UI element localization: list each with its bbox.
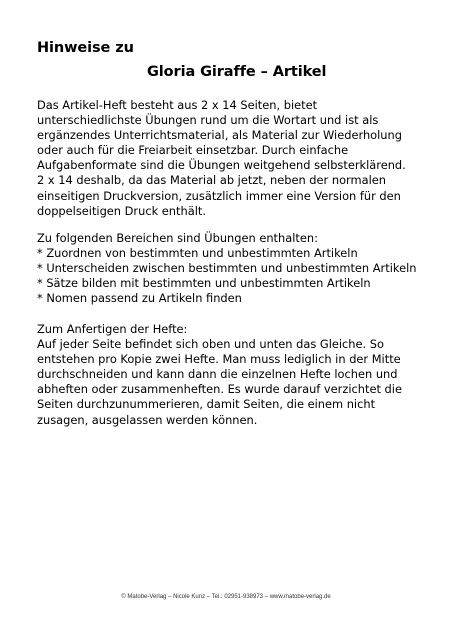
- text-line: unterschiedlichste Übungen rund um die Wortart und ist als: [37, 113, 379, 128]
- title-line-1: Hinweise zu: [37, 40, 134, 56]
- list-item: * Sätze bilden mit bestimmten und unbestimmten Artikeln: [37, 276, 371, 291]
- text-line: einseitigen Druckversion, zusätzlich immer eine Version für den: [37, 188, 401, 203]
- text-line: 2 x 14 deshalb, da das Material ab jetzt, neben der normalen: [37, 173, 386, 188]
- text-line: doppelseitigen Druck enthält.: [37, 203, 206, 218]
- text-line: oder auch für die Freiarbeit einsetzbar. Durch einfache: [37, 143, 349, 158]
- list-item: * Nomen passend zu Artikeln finden: [37, 291, 242, 306]
- page-footer: © Matobe-Verlag – Nicole Kunz – Tel.: 02951-938973 – www.matobe-verlag.de: [121, 594, 331, 600]
- text-line: Seiten durchzunummerieren, damit Seiten, die einem nicht: [37, 397, 376, 412]
- text-line: Das Artikel-Heft besteht aus 2 x 14 Seiten, bietet: [37, 98, 318, 112]
- paragraph-intro: [37, 98, 433, 219]
- list-item: * Unterscheiden zwischen bestimmten und unbestimmten Artikeln: [37, 261, 417, 276]
- title-line-2: Gloria Giraffe – Artikel: [147, 64, 327, 80]
- text-line: entstehen pro Kopie zwei Hefte. Man muss lediglich in der Mitte: [37, 352, 401, 367]
- text-line: durchschneiden und kann dann die einzelnen Hefte lochen und: [37, 367, 398, 382]
- text-line: Aufgabenformate sind die Übungen weitgehend selbsterklärend.: [37, 158, 406, 173]
- text-line: abheften oder zusammenheften. Es wurde darauf verzichtet die: [37, 382, 402, 397]
- text-line: Zum Anfertigen der Hefte:: [37, 322, 188, 336]
- text-line: Auf jeder Seite befindet sich oben und unten das Gleiche. So: [37, 337, 384, 352]
- paragraph-exercise-areas: [37, 231, 433, 306]
- paragraph-assembly-instructions: [37, 322, 433, 428]
- text-line: ergänzendes Unterrichtsmaterial, als Material zur Wiederholung: [37, 128, 402, 143]
- list-item: * Zuordnen von bestimmten und unbestimmten Artikeln: [37, 246, 358, 261]
- text-line: zusagen, ausgelassen werden können.: [37, 412, 258, 427]
- text-line: Zu folgenden Bereichen sind Übungen enthalten:: [37, 231, 318, 245]
